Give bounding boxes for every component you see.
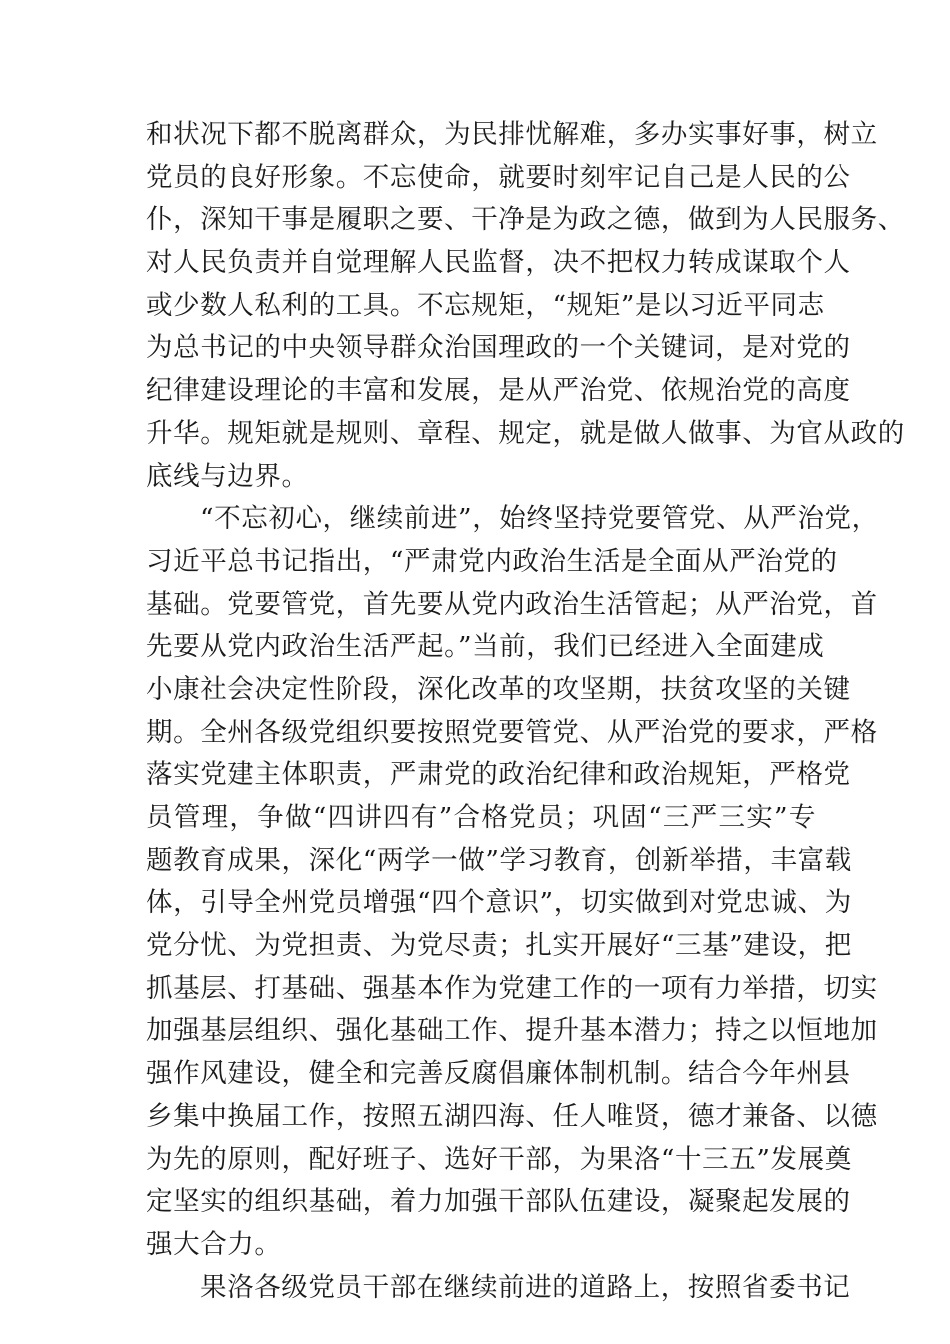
- text-line: 体，引导全州党员增强“四个意识”，切实做到对党忠诚、为: [146, 887, 852, 919]
- paragraph-first-line: “不忘初心，继续前进”，始终坚持党要管党、从严治党，: [200, 503, 879, 535]
- text-line: 为总书记的中央领导群众治国理政的一个关键词，是对党的: [146, 332, 851, 364]
- paragraph-first-line: 果洛各级党员干部在继续前进的道路上，按照省委书记: [200, 1271, 851, 1303]
- body-text: [146, 114, 905, 1309]
- text-line: 习近平总书记指出，“严肃党内政治生活是全面从严治党的: [146, 545, 838, 577]
- text-line: 为先的原则，配好班子、选好干部，为果洛“十三五”发展奠: [146, 1143, 852, 1175]
- text-line: 乡集中换届工作，按照五湖四海、任人唯贤，德才兼备、以德: [146, 1100, 878, 1132]
- text-line: 党员的良好形象。不忘使命，就要时刻牢记自己是人民的公: [146, 161, 851, 193]
- text-line: 定坚实的组织基础，着力加强干部队伍建设，凝聚起发展的: [146, 1186, 851, 1218]
- paragraph-end-line: 底线与边界。: [146, 460, 309, 492]
- text-line: 先要从党内政治生活严起。”当前，我们已经进入全面建成: [146, 631, 825, 663]
- text-line: 基础。党要管党，首先要从党内政治生活管起；从严治党，首: [146, 588, 878, 620]
- text-line: 小康社会决定性阶段，深化改革的攻坚期，扶贫攻坚的关键: [146, 673, 851, 705]
- text-line: 党分忧、为党担责、为党尽责；扎实开展好“三基”建设，把: [146, 930, 852, 962]
- text-line: 和状况下都不脱离群众，为民排忧解难，多办实事好事，树立: [146, 119, 878, 150]
- text-line: 员管理，争做“四讲四有”合格党员；巩固“三严三实”专: [146, 802, 816, 833]
- text-line: 期。全州各级党组织要按照党要管党、从严治党的要求，严格: [146, 716, 878, 748]
- text-line: 抓基层、打基础、强基本作为党建工作的一项有力举措，切实: [146, 972, 878, 1004]
- text-line: 仆，深知干事是履职之要、干净是为政之德，做到为人民服务、: [146, 204, 905, 236]
- text-line: 对人民负责并自觉理解人民监督，决不把权力转成谋取个人: [146, 247, 851, 279]
- text-line: 加强基层组织、强化基础工作、提升基本潜力；持之以恒地加: [146, 1015, 878, 1047]
- text-line: 纪律建设理论的丰富和发展，是从严治党、依规治党的高度: [146, 375, 851, 407]
- text-line: 升华。规矩就是规则、章程、规定，就是做人做事、为官从政的: [146, 417, 905, 449]
- text-line: 题教育成果，深化“两学一做”学习教育，创新举措，丰富载: [146, 844, 852, 876]
- text-line: 或少数人私利的工具。不忘规矩，“规矩”是以习近平同志: [146, 289, 825, 321]
- text-line: 强作风建设，健全和完善反腐倡廉体制机制。结合今年州县: [146, 1058, 851, 1090]
- text-line: 落实党建主体职责，严肃党的政治纪律和政治规矩，严格党: [146, 759, 851, 791]
- paragraph-end-line: 强大合力。: [146, 1228, 282, 1260]
